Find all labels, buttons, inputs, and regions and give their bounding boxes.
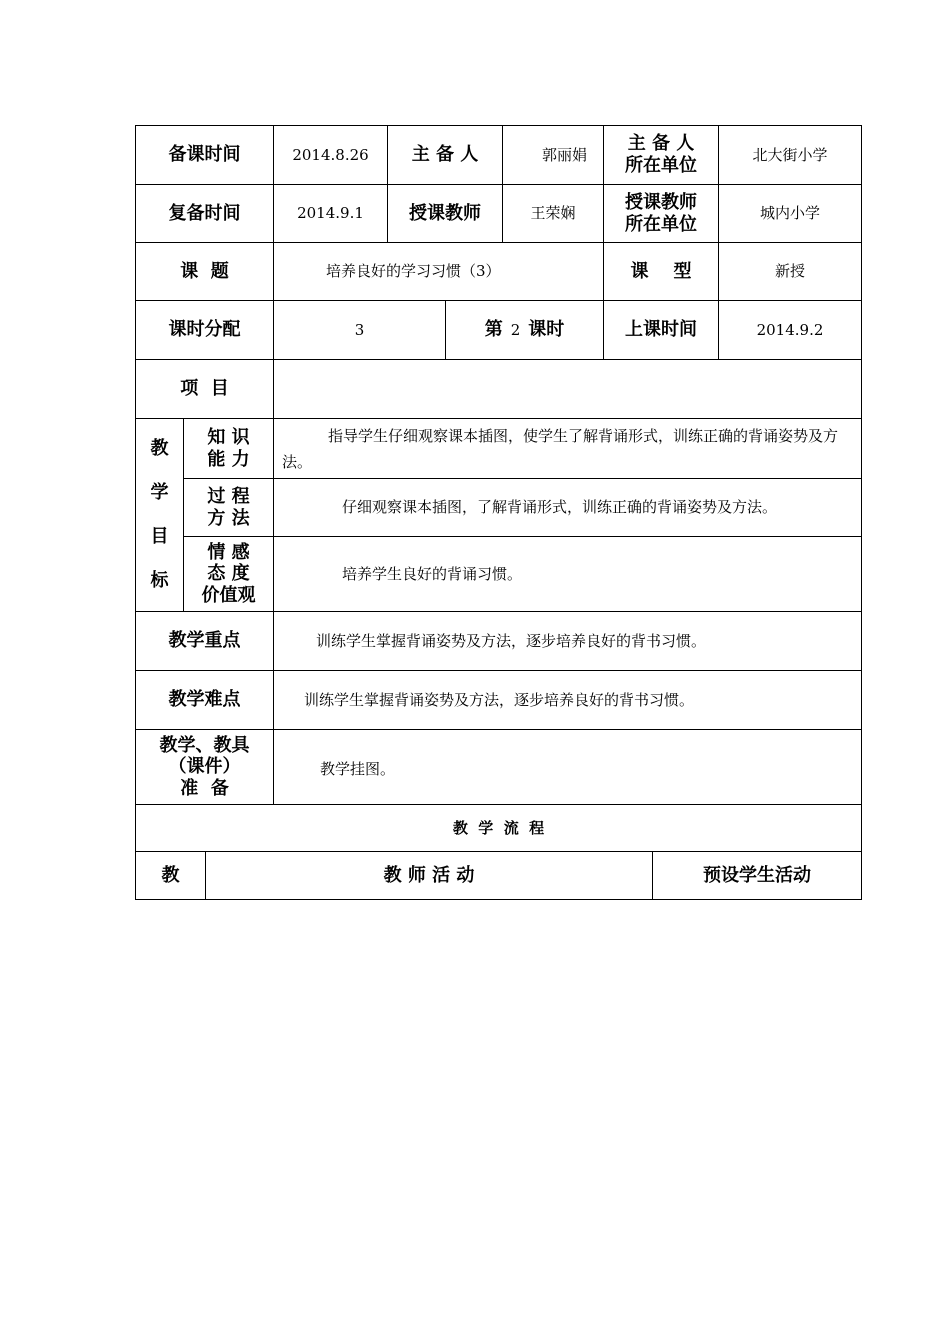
periods-label: 课时分配	[135, 300, 274, 360]
emotion-label	[183, 536, 274, 612]
teacher-label: 授课教师	[387, 184, 503, 243]
emotion-text: 培养学生良好的背诵习惯。	[273, 536, 862, 612]
objectives-side-char: 标	[150, 570, 169, 592]
objectives-side-char: 学	[150, 482, 169, 504]
item-label: 项 目	[135, 359, 274, 419]
period-number	[445, 300, 604, 360]
lead-unit-label	[603, 125, 719, 185]
objectives-side-char: 目	[150, 526, 169, 548]
knowledge-label	[183, 418, 274, 479]
emotion-label-line1: 情 感	[207, 541, 250, 563]
prep-time-label: 备课时间	[135, 125, 274, 185]
teacher-unit-label	[603, 184, 719, 243]
emotion-label-line3: 价值观	[201, 584, 256, 606]
lead-prep-value: 郭丽娟	[502, 125, 604, 185]
emotion-label-line2: 态 度	[207, 563, 250, 585]
flow-col-student-activity: 预设学生活动	[652, 851, 862, 900]
item-value	[273, 359, 862, 419]
class-time-value: 2014.9.2	[718, 300, 862, 360]
process-text: 仔细观察课本插图，了解背诵形式，训练正确的背诵姿势及方法。	[273, 478, 862, 537]
difficulty-label: 教学难点	[135, 670, 274, 730]
aids-label-line3: 准 备	[180, 777, 229, 799]
lead-unit-label-line1: 主 备 人	[627, 133, 695, 155]
topic-label: 课 题	[135, 242, 274, 301]
period-number-prefix: 第	[484, 319, 503, 341]
aids-text: 教学挂图。	[273, 729, 862, 805]
focus-text: 训练学生掌握背诵姿势及方法，逐步培养良好的背书习惯。	[273, 611, 862, 671]
periods-value: 3	[273, 300, 446, 360]
prep-time-value: 2014.8.26	[273, 125, 388, 185]
lesson-type-label: 课 型	[603, 242, 719, 301]
process-label-line2: 方 法	[207, 507, 250, 529]
aids-label	[135, 729, 274, 805]
period-number-value: 2	[510, 320, 521, 339]
topic-value: 培养良好的学习习惯（3）	[273, 242, 604, 301]
objectives-side-label	[135, 418, 184, 612]
period-number-suffix: 课时	[528, 319, 565, 341]
lead-unit-value: 北大街小学	[718, 125, 862, 185]
knowledge-text	[273, 418, 862, 479]
teacher-value: 王荣娴	[502, 184, 604, 243]
knowledge-label-line1: 知 识	[207, 426, 250, 448]
class-time-label: 上课时间	[603, 300, 719, 360]
flow-title: 教 学 流 程	[135, 804, 862, 852]
aids-label-line1: 教学、教具	[159, 734, 250, 756]
lesson-type-value: 新授	[718, 242, 862, 301]
lead-prep-label: 主 备 人	[387, 125, 503, 185]
objectives-side-char: 教	[150, 438, 169, 460]
flow-col-teacher-activity: 教 师 活 动	[205, 851, 653, 900]
flow-col-teach: 教	[135, 851, 206, 900]
teacher-unit-value: 城内小学	[718, 184, 862, 243]
difficulty-text: 训练学生掌握背诵姿势及方法，逐步培养良好的背书习惯。	[273, 670, 862, 730]
process-label	[183, 478, 274, 537]
review-time-value: 2014.9.1	[273, 184, 388, 243]
focus-label: 教学重点	[135, 611, 274, 671]
teacher-unit-label-line1: 授课教师	[625, 191, 697, 213]
aids-label-line2: （课件）	[168, 756, 241, 778]
review-time-label: 复备时间	[135, 184, 274, 243]
knowledge-label-line2: 能 力	[207, 448, 250, 470]
knowledge-text-content: 指导学生仔细观察课本插图，使学生了解背诵形式，训练正确的背诵姿势及方法。	[282, 426, 839, 471]
teacher-unit-label-line2: 所在单位	[625, 213, 697, 235]
lead-unit-label-line2: 所在单位	[625, 155, 697, 176]
process-label-line1: 过 程	[207, 485, 250, 507]
